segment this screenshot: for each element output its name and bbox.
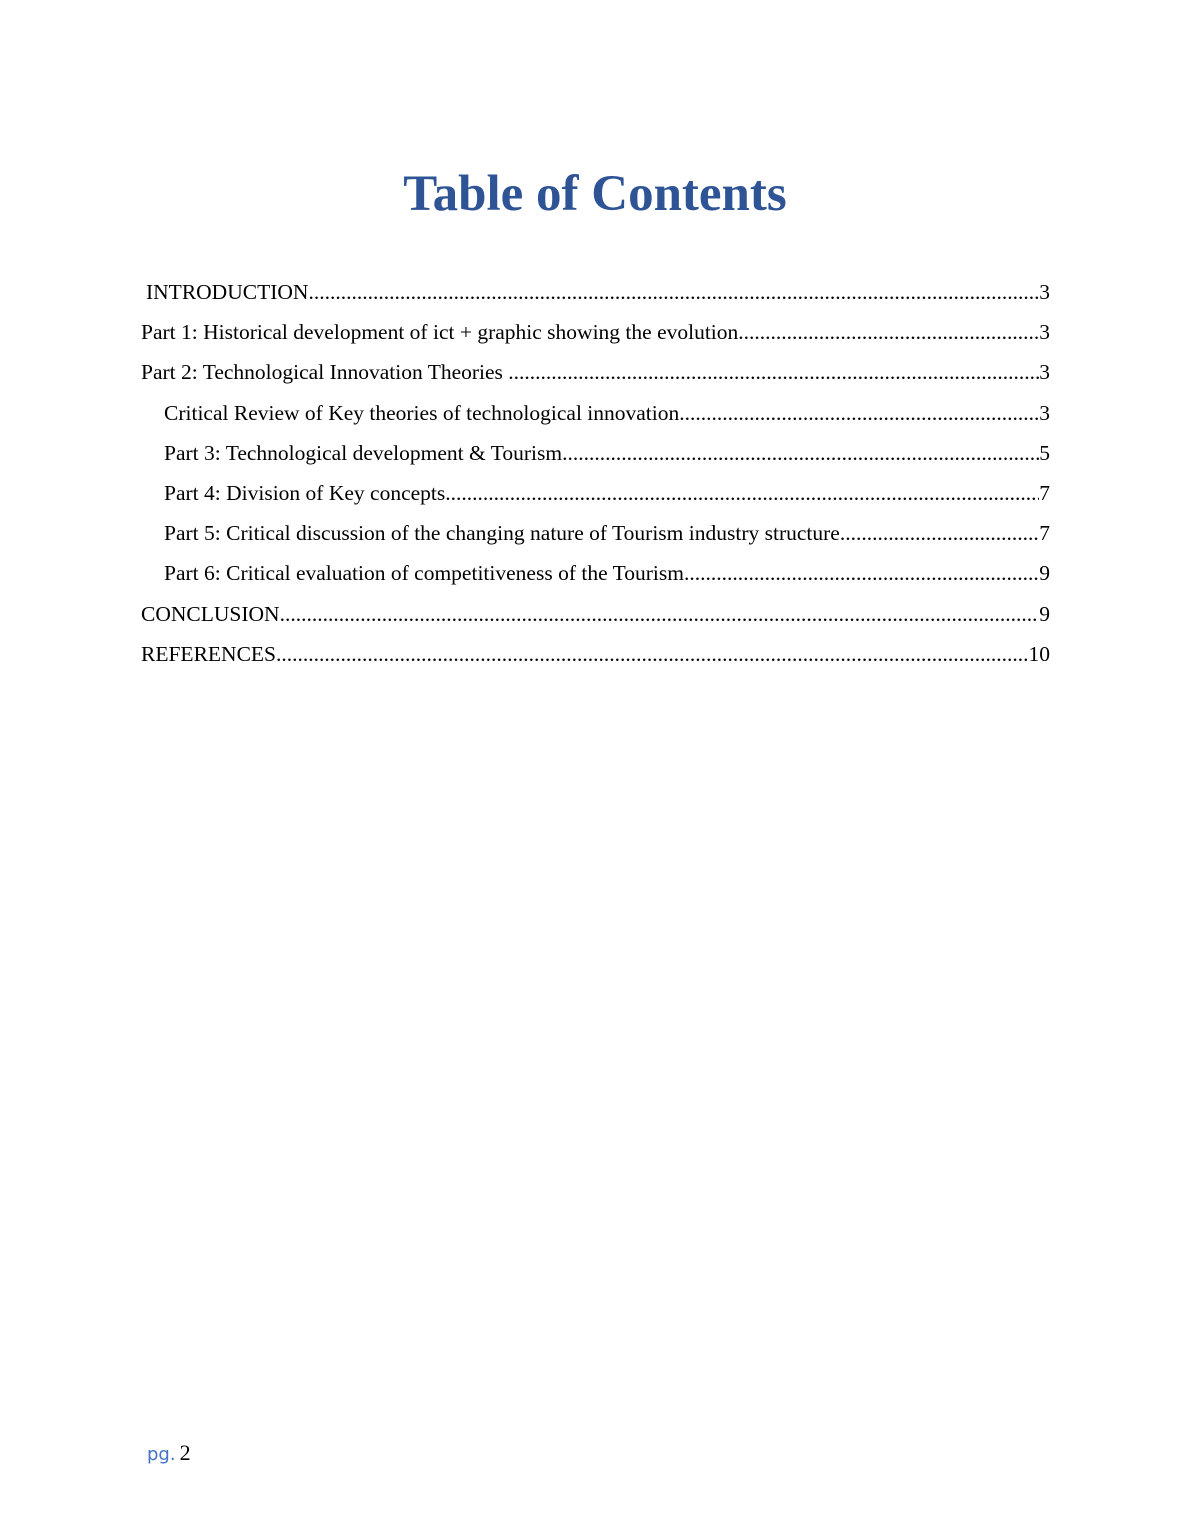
toc-entry-label: Part 4: Division of Key concepts: [164, 480, 446, 505]
toc-page-number: 3: [1039, 360, 1050, 385]
toc-dot-leader: [684, 553, 1039, 593]
toc-page-number: 3: [1039, 400, 1050, 425]
toc-entry-introduction[interactable]: [141, 272, 1050, 312]
toc-entry-conclusion[interactable]: [141, 594, 1050, 634]
toc-dot-leader: [562, 433, 1039, 473]
toc-entry-critical-review[interactable]: [141, 393, 1050, 433]
toc-entry-label: INTRODUCTION: [146, 280, 309, 304]
toc-entry-label: Part 3: Technological development & Tourism: [164, 440, 563, 465]
toc-page-number: 3: [1039, 280, 1050, 304]
toc-dot-leader: [276, 634, 1029, 674]
toc-entry-part-4[interactable]: [141, 473, 1050, 513]
toc-page-number: 5: [1039, 440, 1050, 465]
toc-dot-leader: [840, 513, 1039, 553]
toc-dot-leader: [280, 594, 1040, 634]
toc-entry-label: CONCLUSION: [141, 601, 280, 626]
toc-entry-part-2[interactable]: [141, 352, 1050, 392]
page-footer: [147, 1440, 191, 1466]
toc-page-number: 7: [1039, 480, 1050, 505]
toc-dot-leader: [508, 352, 1039, 392]
toc-entry-label: Part 5: Critical discussion of the changing nature of Tourism industry structure: [164, 521, 840, 546]
toc-page-number: 9: [1039, 561, 1050, 586]
toc-entry-part-6[interactable]: [141, 553, 1050, 593]
toc-entry-label: Part 6: Critical evaluation of competitiveness of the Tourism: [164, 561, 684, 586]
toc-entry-label: Part 2: Technological Innovation Theories: [141, 360, 509, 385]
toc-dot-leader: [738, 312, 1039, 352]
page-title: Table of Contents: [403, 166, 787, 222]
toc-entry-label: Part 1: Historical development of ict + graphic showing the evolution: [141, 320, 739, 345]
toc-page-number: 10: [1028, 641, 1050, 666]
toc-entry-label: REFERENCES: [141, 641, 276, 666]
toc-dot-leader: [308, 272, 1039, 312]
toc-dot-leader: [679, 393, 1039, 433]
toc-entry-part-1[interactable]: [141, 312, 1050, 352]
toc-page-number: 3: [1039, 320, 1050, 345]
toc-page-number: 9: [1039, 601, 1050, 626]
toc-entry-label: Critical Review of Key theories of technological innovation: [164, 400, 680, 425]
page-number-prefix: pg.: [147, 1444, 176, 1465]
toc-entry-part-5[interactable]: [141, 513, 1050, 553]
toc-page-number: 7: [1039, 521, 1050, 546]
page-number: 2: [179, 1440, 191, 1465]
toc-entry-part-3[interactable]: [141, 433, 1050, 473]
toc-dot-leader: [445, 473, 1039, 513]
toc-entry-references[interactable]: [141, 634, 1050, 674]
table-of-contents: [141, 272, 1050, 674]
